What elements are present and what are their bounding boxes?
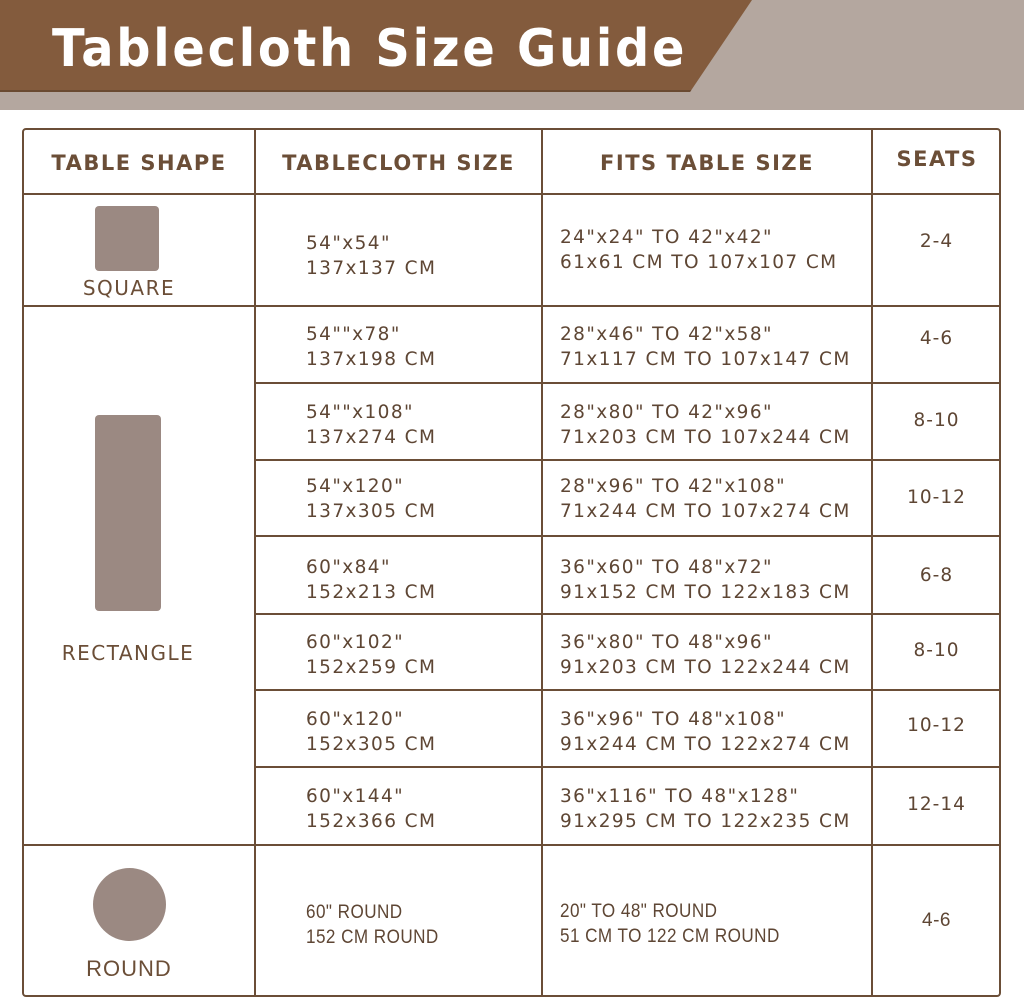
fits-cm: 71x244 CM TO 107x274 CM <box>560 501 851 522</box>
fits-cm: 91x152 CM TO 122x183 CM <box>560 582 851 603</box>
tablecloth-size-cell <box>306 474 436 524</box>
fits-table-size-cell <box>560 707 851 757</box>
fits-cm: 91x244 CM TO 122x274 CM <box>560 734 851 755</box>
size-inches: 54"x120" <box>306 476 405 497</box>
seats-cell: 2-4 <box>919 231 954 252</box>
tablecloth-size-cell <box>306 630 436 680</box>
round-table-icon <box>93 868 166 941</box>
row-divider <box>24 305 999 307</box>
fits-cm: 71x203 CM TO 107x244 CM <box>560 427 851 448</box>
seats-cell: 12-14 <box>907 794 966 815</box>
size-cm: 152x213 CM <box>306 582 437 603</box>
column-divider <box>871 130 873 995</box>
row-divider <box>254 689 999 691</box>
fits-table-size-cell <box>560 474 851 524</box>
column-divider <box>254 130 256 995</box>
row-divider <box>254 613 999 615</box>
square-table-icon <box>95 206 159 271</box>
seats-cell: 4-6 <box>919 328 954 349</box>
fits-table-size-cell <box>560 555 851 605</box>
rectangle-table-icon <box>95 415 161 611</box>
tablecloth-size-cell <box>306 231 436 281</box>
shape-label-rectangle: RECTANGLE <box>61 641 195 665</box>
fits-cm: 71x117 CM TO 107x147 CM <box>560 349 851 370</box>
fits-inches: 20" TO 48" ROUND <box>560 901 718 922</box>
seats-cell: 10-12 <box>907 487 966 508</box>
tablecloth-size-cell <box>306 784 436 834</box>
row-divider <box>254 535 999 537</box>
header-table-shape: TABLE SHAPE <box>51 150 227 175</box>
size-guide-table <box>22 128 1001 997</box>
tablecloth-size-cell <box>306 400 436 450</box>
row-divider <box>254 382 999 384</box>
tablecloth-size-cell <box>306 707 436 757</box>
size-inches: 60"x120" <box>306 709 405 730</box>
size-cm: 137x198 CM <box>306 349 437 370</box>
fits-inches: 28"x96" TO 42"x108" <box>560 476 787 497</box>
size-cm: 137x274 CM <box>306 427 437 448</box>
tablecloth-size-cell <box>306 322 436 372</box>
fits-inches: 28"x80" TO 42"x96" <box>560 402 773 423</box>
fits-cm: 91x295 CM TO 122x235 CM <box>560 811 851 832</box>
seats-cell: 10-12 <box>907 715 966 736</box>
header-tablecloth-size: TABLECLOTH SIZE <box>282 150 515 175</box>
size-cm: 152x305 CM <box>306 734 437 755</box>
shape-label-round: ROUND <box>86 956 172 981</box>
size-inches: 60" ROUND <box>306 902 403 923</box>
header-seats: SEATS <box>896 146 978 171</box>
fits-cm: 51 CM TO 122 CM ROUND <box>560 926 780 947</box>
size-cm: 152x366 CM <box>306 811 437 832</box>
fits-table-size-cell <box>560 400 851 450</box>
seats-cell: 8-10 <box>913 640 960 661</box>
fits-inches: 36"x96" TO 48"x108" <box>560 709 787 730</box>
fits-table-size-cell <box>560 630 851 680</box>
size-inches: 60"x84" <box>306 557 391 578</box>
size-inches: 54""x108" <box>306 402 414 423</box>
size-inches: 60"x144" <box>306 786 405 807</box>
size-cm: 152 CM ROUND <box>306 927 439 948</box>
page-title: Tablecloth Size Guide <box>52 19 688 79</box>
tablecloth-size-cell <box>306 900 439 950</box>
fits-table-size-cell <box>560 899 780 949</box>
seats-cell: 8-10 <box>913 410 960 431</box>
fits-cm: 61x61 CM TO 107x107 CM <box>560 252 838 273</box>
size-cm: 137x305 CM <box>306 501 437 522</box>
row-divider <box>24 844 999 846</box>
fits-inches: 24"x24" TO 42"x42" <box>560 227 773 248</box>
fits-table-size-cell <box>560 322 851 372</box>
header-fits-table-size: FITS TABLE SIZE <box>600 150 814 175</box>
fits-table-size-cell <box>560 784 851 834</box>
fits-inches: 28"x46" TO 42"x58" <box>560 324 773 345</box>
fits-inches: 36"x80" TO 48"x96" <box>560 632 773 653</box>
row-divider <box>254 459 999 461</box>
seats-cell: 4-6 <box>922 910 951 931</box>
size-cm: 152x259 CM <box>306 657 437 678</box>
shape-label-square: SQUARE <box>82 276 176 300</box>
size-inches: 54""x78" <box>306 324 401 345</box>
seats-cell: 6-8 <box>919 565 954 586</box>
size-inches: 60"x102" <box>306 632 405 653</box>
tablecloth-size-cell <box>306 555 436 605</box>
fits-cm: 91x203 CM TO 122x244 CM <box>560 657 851 678</box>
size-cm: 137x137 CM <box>306 258 437 279</box>
column-divider <box>541 130 543 995</box>
size-inches: 54"x54" <box>306 233 391 254</box>
fits-inches: 36"x116" TO 48"x128" <box>560 786 800 807</box>
row-divider <box>254 766 999 768</box>
fits-inches: 36"x60" TO 48"x72" <box>560 557 773 578</box>
fits-table-size-cell <box>560 225 838 275</box>
